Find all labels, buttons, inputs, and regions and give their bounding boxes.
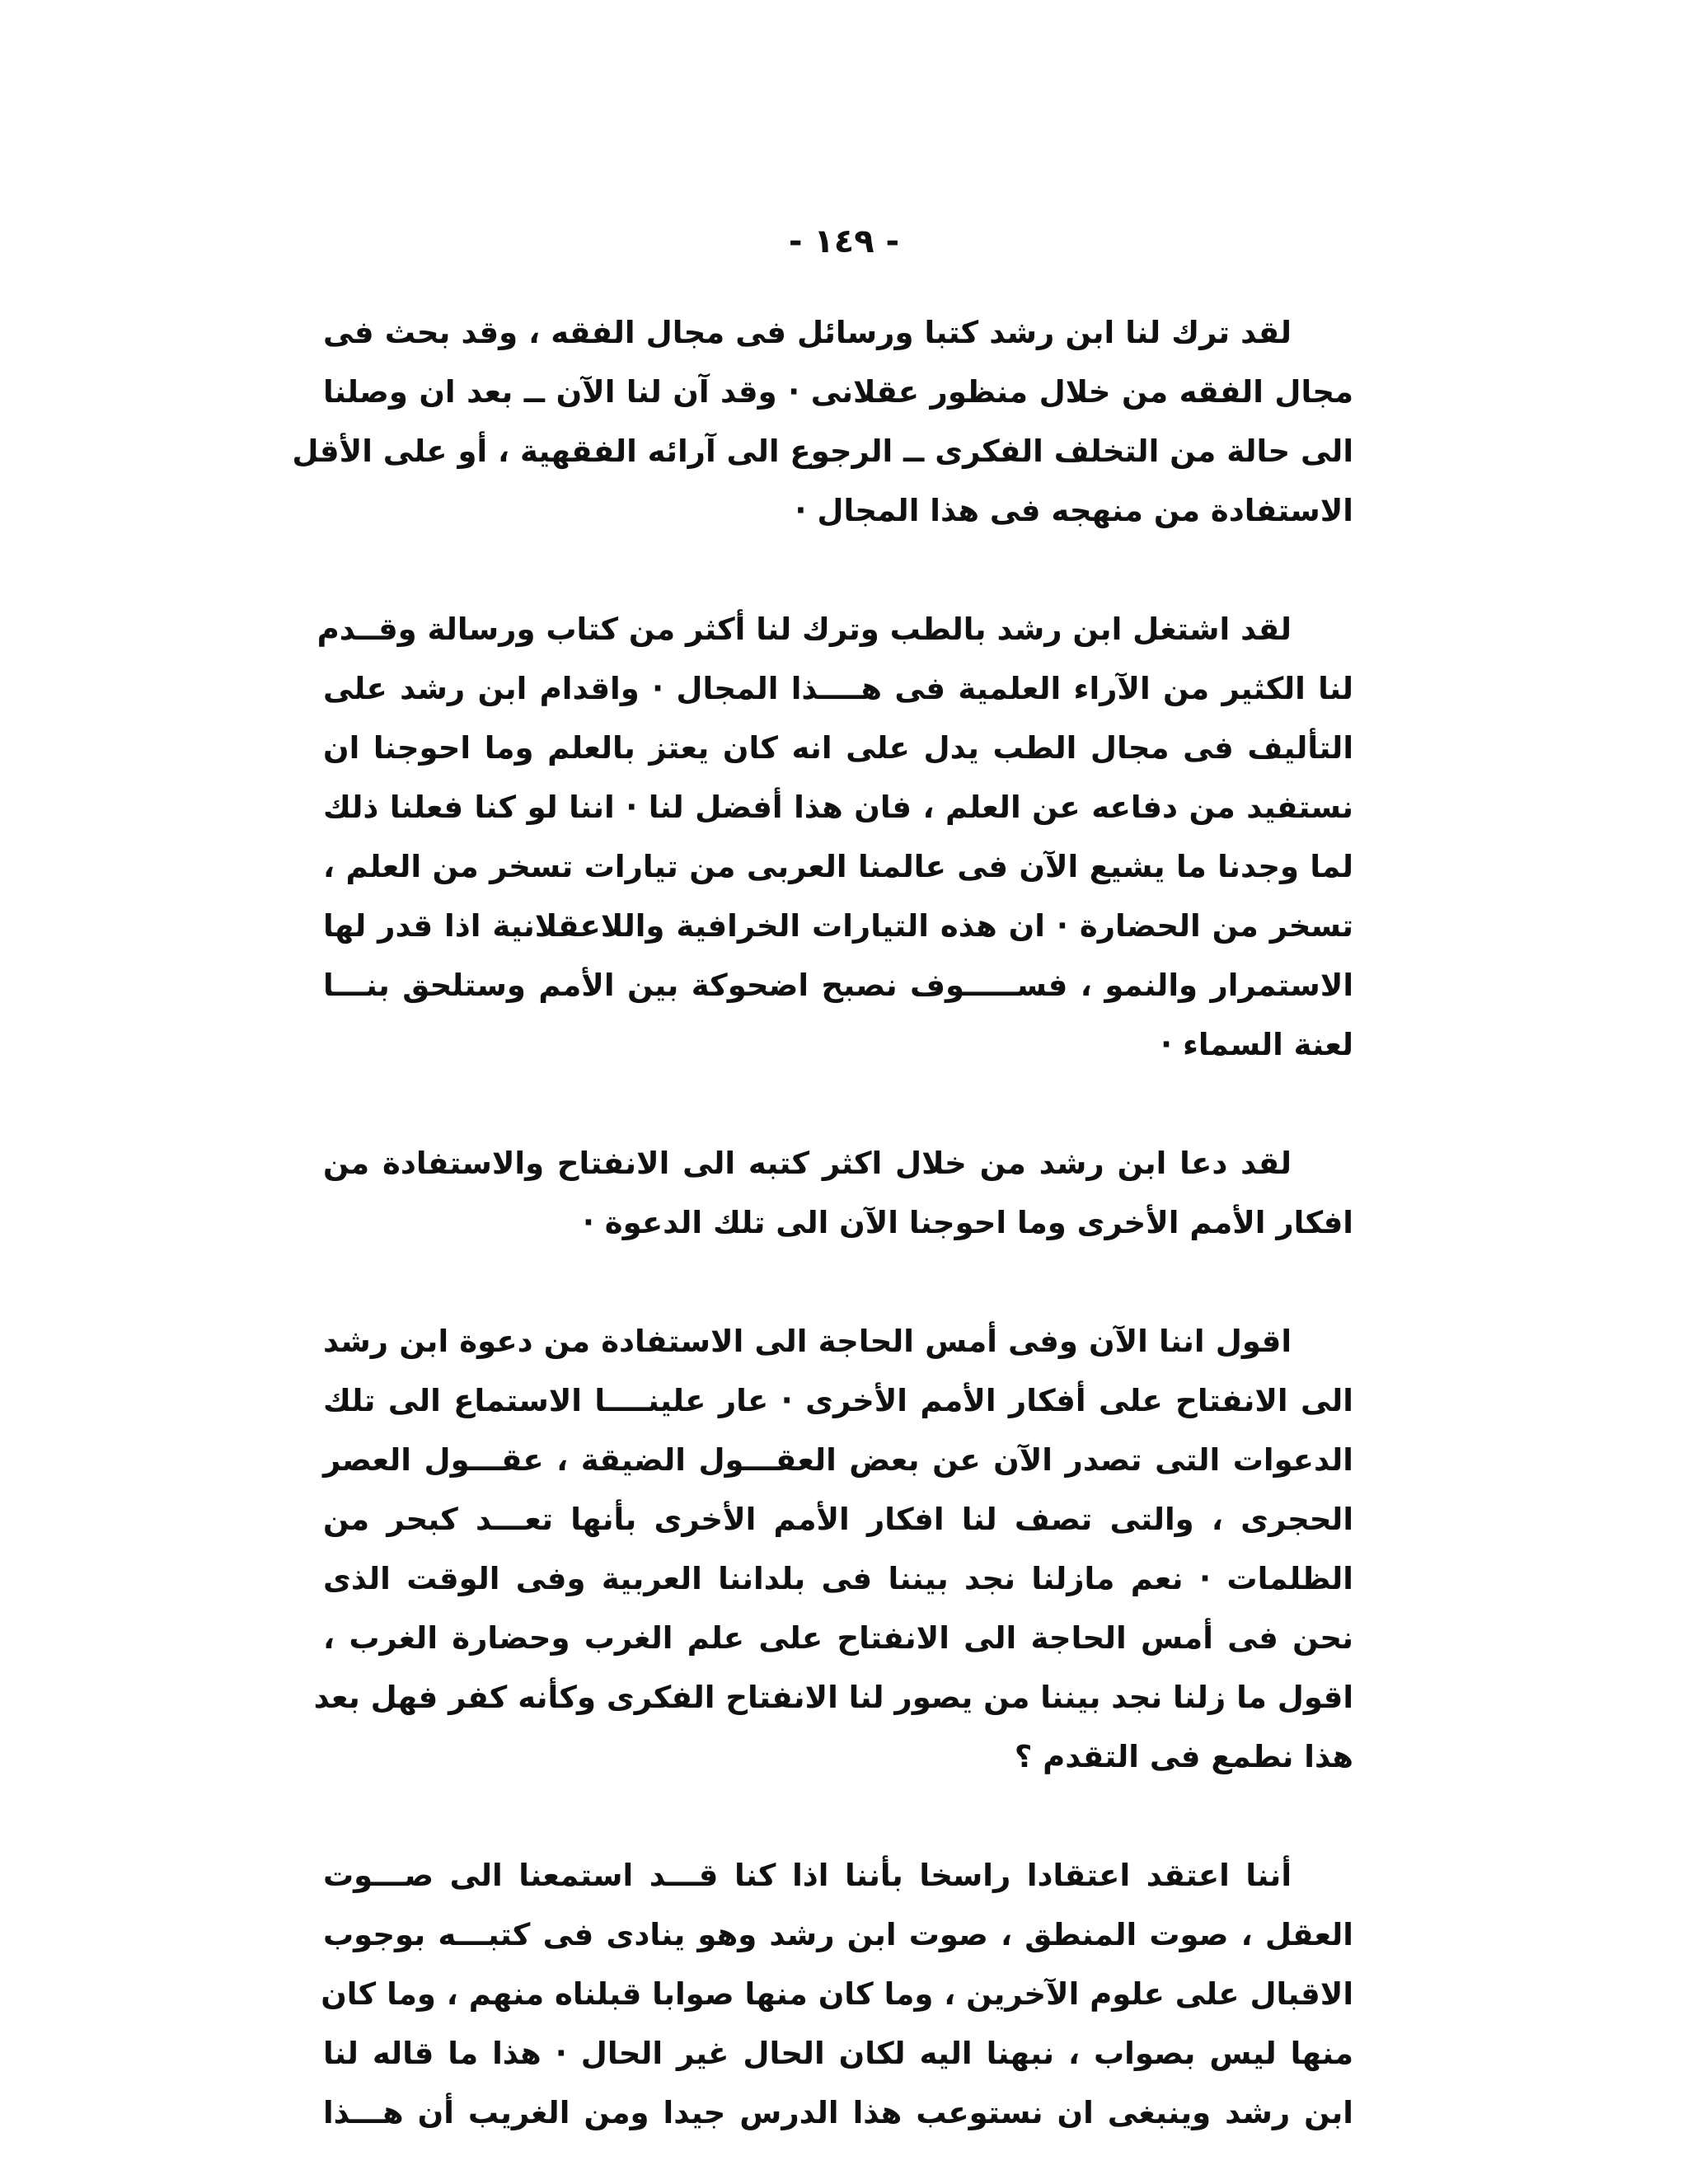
text-line: الظلمات · نعم مازلنا نجد بيننا فى بلداننا العربية وفى الوقت الذى	[323, 1561, 1353, 1596]
text-line: نحن فى أمس الحاجة الى الانفتاح على علم الغرب وحضارة الغرب ،	[323, 1620, 1353, 1656]
text-line: لما وجدنا ما يشيع الآن فى عالمنا العربى من تيارات تسخر من العلم ،	[323, 849, 1353, 884]
paragraph-gap	[323, 541, 1353, 600]
text-line: اقول ما زلنا نجد بيننا من يصور لنا الانفتاح الفكرى وكأنه كفر فهل بعد	[313, 1680, 1353, 1715]
text-line: لنا الكثير من الآراء العلمية فى هــــذا المجال · واقدام ابن رشد على	[323, 671, 1353, 706]
text-line: نستفيد من دفاعه عن العلم ، فان هذا أفضل لنا · اننا لو كنا فعلنا ذلك	[323, 790, 1353, 825]
text-line: الاقبال على علوم الآخرين ، وما كان منها صوابا قبلناه منهم ، وما كان	[321, 1976, 1353, 2012]
text-line: الى الانفتاح على أفكار الأمم الأخرى · عار علينــــا الاستماع الى تلك	[323, 1383, 1353, 1418]
text-line: العقل ، صوت المنطق ، صوت ابن رشد وهو ينادى فى كتبـــه بوجوب	[323, 1917, 1353, 1952]
paragraph-2	[316, 600, 1353, 1075]
paragraph-3	[323, 1134, 1353, 1253]
text-line: الى حالة من التخلف الفكرى ــ الرجوع الى آرائه الفقهية ، أو على الأقل	[292, 434, 1353, 469]
text-line: لعنة السماء ·	[1160, 1027, 1353, 1062]
paragraph-gap	[323, 1787, 1353, 1846]
text-line: التأليف فى مجال الطب يدل على انه كان يعتز بالعلم وما احوجنا ان	[323, 730, 1353, 766]
text-line: افكار الأمم الأخرى وما احوجنا الآن الى تلك الدعوة ·	[582, 1205, 1353, 1240]
text-line: تسخر من الحضارة · ان هذه التيارات الخرافية واللاعقلانية اذا قدر لها	[323, 908, 1353, 944]
text-line: الدعوات التى تصدر الآن عن بعض العقـــول الضيقة ، عقـــول العصر	[323, 1442, 1353, 1478]
text-line: أننا اعتقد اعتقادا راسخا بأننا اذا كنا قـــد استمعنا الى صـــوت	[323, 1858, 1292, 1893]
text-line: لقد دعا ابن رشد من خلال اكثر كتبه الى الانفتاح والاستفادة من	[323, 1146, 1292, 1181]
paragraph-4	[313, 1312, 1353, 1787]
text-line: الاستفادة من منهجه فى هذا المجال ·	[795, 493, 1353, 528]
text-line: مجال الفقه من خلال منظور عقلانى · وقد آن لنا الآن ــ بعد ان وصلنا	[323, 374, 1353, 410]
text-line: اقول اننا الآن وفى أمس الحاجة الى الاستفادة من دعوة ابن رشد	[323, 1324, 1292, 1359]
text-line: لقد ترك لنا ابن رشد كتبا ورسائل فى مجال الفقه ، وقد بحث فى	[323, 315, 1292, 350]
body-text	[292, 303, 1353, 2143]
text-line: الحجرى ، والتى تصف لنا افكار الأمم الأخرى بأنها تعـــد كبحر من	[323, 1502, 1353, 1537]
text-line: لقد اشتغل ابن رشد بالطب وترك لنا أكثر من كتاب ورسالة وقــدم	[316, 612, 1292, 647]
paragraph-1	[292, 303, 1353, 541]
text-line: هذا نطمع فى التقدم ؟	[1014, 1739, 1353, 1774]
paragraph-5	[323, 1846, 1353, 2143]
text-line: ابن رشد وينبغى ان نستوعب هذا الدرس جيدا ومن الغريب أن هـــذا	[323, 2095, 1353, 2130]
text-line: الاستمرار والنمو ، فســـــوف نصبح اضحوكة بين الأمم وستلحق بنـــا	[323, 968, 1353, 1003]
paragraph-gap	[323, 1075, 1353, 1134]
page-number: - ١٤٩ -	[788, 223, 900, 260]
text-line: منها ليس بصواب ، نبهنا اليه لكان الحال غير الحال · هذا ما قاله لنا	[323, 2036, 1353, 2071]
paragraph-gap	[323, 1253, 1353, 1312]
